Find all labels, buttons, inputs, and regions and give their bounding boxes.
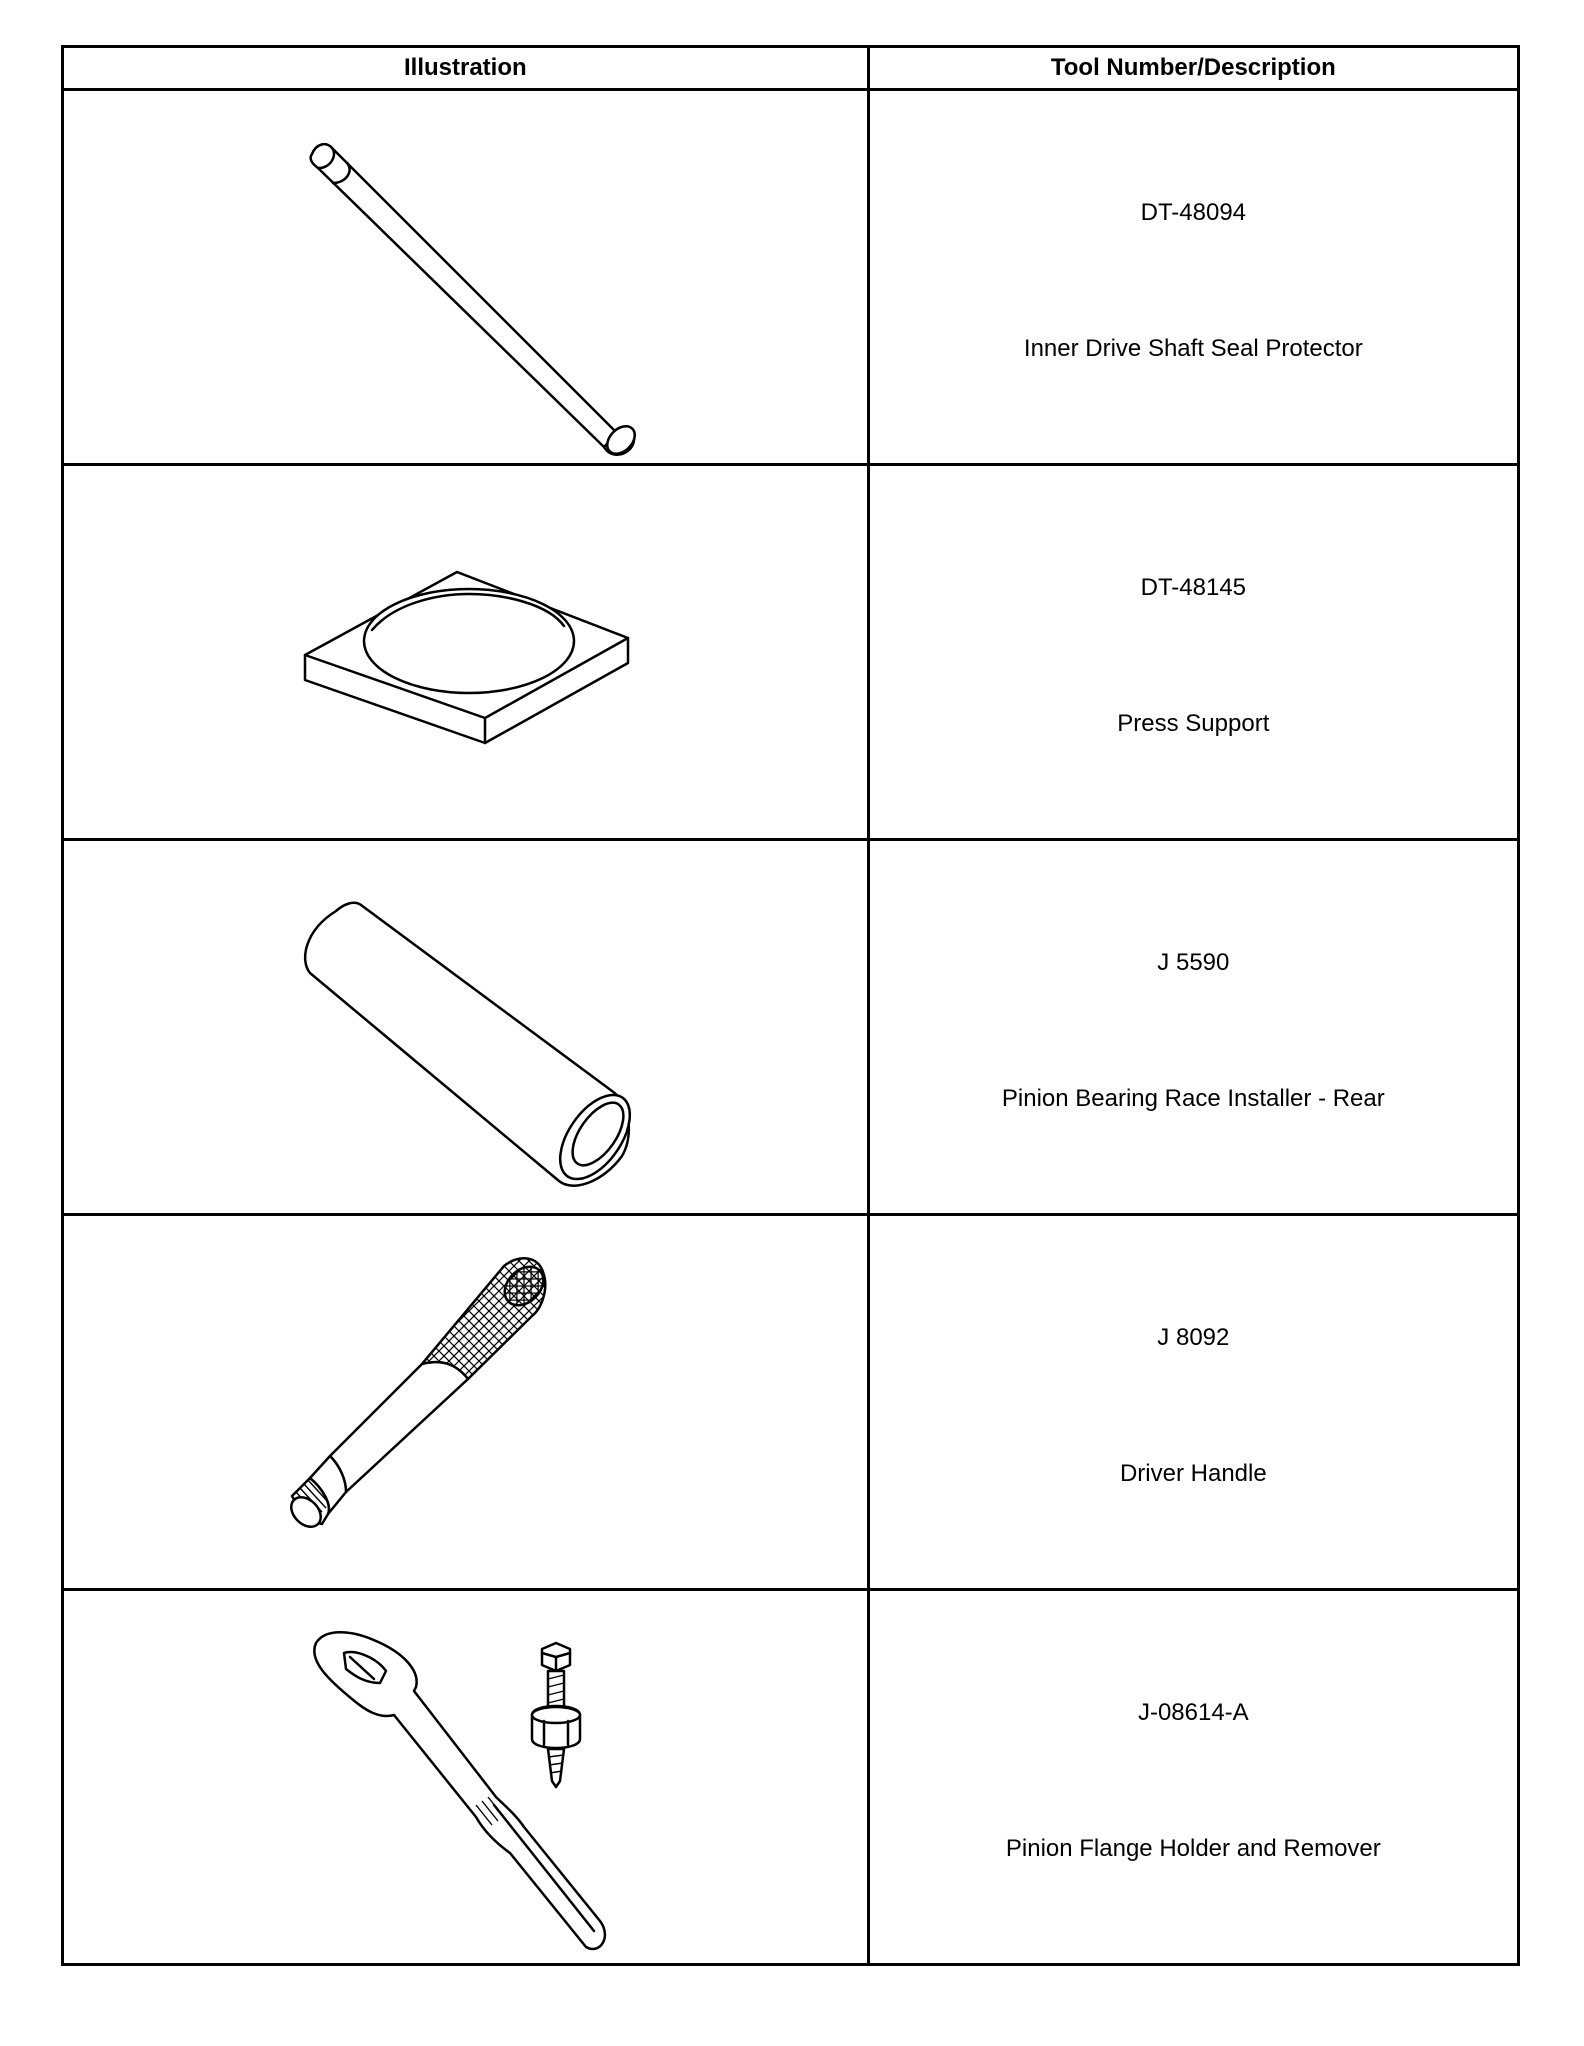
driver-handle-icon xyxy=(64,1216,868,1588)
table-header-row xyxy=(63,47,1519,90)
table-row xyxy=(63,1590,1519,1965)
tool-number: DT-48145 xyxy=(1140,574,1247,601)
tool-number: DT-48094 xyxy=(1140,199,1247,226)
illustration-cell xyxy=(63,1215,869,1590)
race-installer-cylinder-icon xyxy=(64,841,868,1213)
tool-number: J 8092 xyxy=(1157,1324,1230,1351)
flange-holder-wrench-icon xyxy=(64,1591,868,1963)
seal-protector-tube-icon xyxy=(64,91,868,463)
tool-number: J-08614-A xyxy=(1137,1699,1249,1726)
illustration-cell xyxy=(63,90,869,465)
tool-column-header: Tool Number/Description xyxy=(868,47,1518,90)
special-tools-table xyxy=(61,45,1520,1966)
press-support-plate-icon xyxy=(64,466,868,838)
tool-info-cell xyxy=(868,465,1518,840)
tool-description: Driver Handle xyxy=(1119,1460,1267,1487)
table-row xyxy=(63,840,1519,1215)
tool-info-cell xyxy=(868,90,1518,465)
table-row xyxy=(63,465,1519,840)
illustration-cell xyxy=(63,1590,869,1965)
tool-description: Pinion Bearing Race Installer - Rear xyxy=(1001,1085,1385,1112)
tool-description: Press Support xyxy=(1117,710,1270,737)
tool-number: J 5590 xyxy=(1157,949,1230,976)
illustration-cell xyxy=(63,465,869,840)
tool-info-cell xyxy=(868,1590,1518,1965)
tool-info-cell xyxy=(868,840,1518,1215)
tool-description: Inner Drive Shaft Seal Protector xyxy=(1023,335,1363,362)
illustration-cell xyxy=(63,840,869,1215)
illustration-column-header: Illustration xyxy=(63,47,869,90)
tool-description: Pinion Flange Holder and Remover xyxy=(1005,1835,1381,1862)
table-row xyxy=(63,90,1519,465)
tool-info-cell xyxy=(868,1215,1518,1590)
table-row xyxy=(63,1215,1519,1590)
